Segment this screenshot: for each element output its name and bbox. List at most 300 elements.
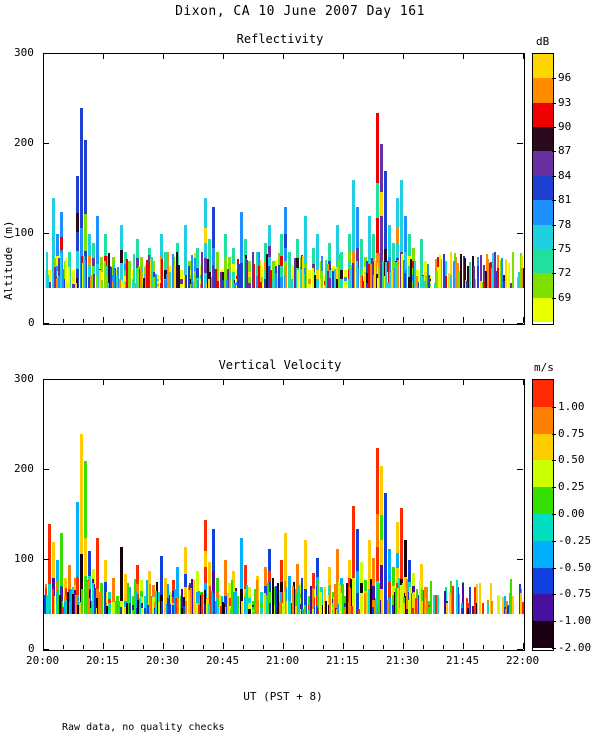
- colorbar-tick-label: 78: [558, 217, 572, 231]
- data-segment: [312, 248, 315, 256]
- data-segment: [216, 578, 219, 585]
- clutter-pixel: [428, 275, 430, 288]
- data-segment: [180, 284, 183, 289]
- data-segment: [68, 252, 71, 261]
- colorbar-vertical-velocity: [532, 379, 554, 651]
- data-segment: [84, 461, 87, 499]
- clutter-pixel: [246, 260, 248, 288]
- clutter-pixel: [87, 581, 89, 614]
- clutter-pixel: [169, 272, 171, 288]
- clutter-pixel: [64, 602, 66, 614]
- x-minor-tick: [363, 319, 364, 323]
- data-segment: [96, 240, 99, 264]
- data-segment: [184, 574, 187, 588]
- clutter-pixel: [68, 267, 70, 288]
- data-segment: [204, 551, 207, 567]
- clutter-pixel: [46, 595, 48, 614]
- colorbar-segment: [533, 54, 553, 78]
- y-tick-right: [517, 323, 523, 324]
- data-segment: [204, 520, 207, 536]
- data-segment: [288, 252, 291, 264]
- clutter-pixel: [342, 584, 344, 614]
- data-segment: [348, 243, 351, 252]
- data-segment: [420, 239, 423, 251]
- data-segment: [48, 524, 51, 554]
- data-segment: [312, 256, 315, 264]
- colorbar-tick: [552, 594, 556, 595]
- colorbar-tick-label: 0.00: [558, 507, 585, 520]
- data-segment: [372, 558, 375, 572]
- data-segment: [92, 569, 95, 577]
- y-tick-right: [517, 233, 523, 234]
- clutter-pixel: [185, 275, 187, 288]
- y-tick: [43, 649, 49, 650]
- data-segment: [68, 565, 71, 577]
- x-minor-tick: [83, 645, 84, 649]
- data-segment: [196, 571, 199, 582]
- clutter-pixel: [477, 266, 479, 288]
- colorbar-tick-label: 96: [558, 71, 572, 85]
- x-tick: [403, 317, 404, 323]
- data-segment: [268, 549, 271, 560]
- data-segment: [412, 573, 415, 580]
- x-minor-tick: [503, 645, 504, 649]
- data-segment: [212, 227, 215, 247]
- clutter-pixel: [110, 267, 112, 288]
- data-segment: [396, 213, 399, 228]
- colorbar-tick: [552, 176, 556, 177]
- clutter-pixel: [414, 261, 416, 288]
- clutter-pixel: [501, 258, 503, 288]
- clutter-pixel: [521, 268, 523, 288]
- colorbar-segment: [533, 298, 553, 322]
- clutter-pixel: [522, 602, 524, 614]
- colorbar-tick-label: 75: [558, 241, 572, 255]
- x-minor-tick: [123, 645, 124, 649]
- clutter-pixel: [169, 604, 171, 614]
- colorbar-segment: [533, 541, 553, 568]
- clutter-pixel: [99, 270, 101, 288]
- colorbar-tick-label: 90: [558, 120, 572, 134]
- data-segment: [376, 481, 379, 514]
- clutter-pixel: [485, 271, 487, 288]
- clutter-pixel: [316, 607, 318, 614]
- data-segment: [404, 216, 407, 234]
- x-minor-tick: [423, 319, 424, 323]
- clutter-pixel: [467, 608, 469, 614]
- x-axis-label: UT (PST + 8): [243, 690, 323, 703]
- data-segment: [204, 535, 207, 551]
- colorbar-tick: [552, 487, 556, 488]
- clutter-pixel: [401, 254, 403, 288]
- data-segment: [316, 261, 319, 270]
- data-segment: [100, 257, 103, 265]
- x-minor-tick: [123, 319, 124, 323]
- x-tick-top: [283, 379, 284, 385]
- clutter-pixel: [126, 259, 128, 288]
- data-segment: [348, 252, 351, 261]
- data-segment: [216, 585, 219, 592]
- colorbar-segment: [533, 487, 553, 514]
- data-segment: [316, 234, 319, 243]
- colorbar-tick-label: 84: [558, 168, 572, 182]
- data-segment: [312, 573, 315, 581]
- data-segment: [368, 216, 371, 240]
- data-segment: [264, 243, 267, 252]
- data-segment: [208, 239, 211, 256]
- data-segment: [356, 207, 359, 227]
- clutter-pixel: [452, 586, 454, 614]
- data-segment: [360, 604, 363, 614]
- data-segment: [100, 583, 103, 591]
- y-tick-label: 300: [14, 372, 34, 385]
- data-segment: [412, 254, 415, 261]
- x-minor-tick: [243, 319, 244, 323]
- x-minor-tick: [383, 319, 384, 323]
- data-segment: [384, 171, 387, 210]
- clutter-pixel: [403, 603, 405, 614]
- data-segment: [244, 565, 247, 577]
- data-segment: [400, 216, 403, 252]
- data-segment: [148, 571, 151, 582]
- x-minor-tick: [323, 319, 324, 323]
- data-segment: [340, 279, 343, 288]
- x-tick-top: [343, 53, 344, 59]
- data-segment: [136, 248, 139, 258]
- x-tick: [43, 317, 44, 323]
- data-segment: [380, 144, 383, 168]
- x-tick: [463, 643, 464, 649]
- data-segment: [376, 547, 379, 580]
- clutter-pixel: [137, 272, 139, 288]
- data-segment: [56, 234, 59, 245]
- clutter-pixel: [321, 271, 323, 288]
- clutter-pixel: [234, 283, 236, 288]
- data-segment: [388, 582, 391, 598]
- clutter-pixel: [346, 583, 348, 614]
- clutter-pixel: [119, 279, 121, 288]
- data-segment: [80, 108, 83, 168]
- colorbar-segment: [533, 514, 553, 541]
- colorbar-segment: [533, 103, 553, 127]
- x-minor-tick: [243, 645, 244, 649]
- clutter-pixel: [387, 600, 389, 614]
- clutter-pixel: [445, 276, 447, 288]
- colorbar-segment: [533, 151, 553, 175]
- clutter-pixel: [220, 272, 222, 288]
- data-segment: [228, 257, 231, 265]
- plot-area-vertical-velocity: [43, 379, 525, 651]
- clutter-pixel: [62, 269, 64, 288]
- clutter-pixel: [278, 265, 280, 288]
- colorbar-tick-label: 0.25: [558, 480, 585, 494]
- y-tick-right: [517, 559, 523, 560]
- clutter-pixel: [52, 589, 54, 614]
- data-segment: [360, 258, 363, 268]
- data-segment: [60, 560, 63, 574]
- y-tick-label: 200: [14, 136, 34, 149]
- data-segment: [136, 239, 139, 249]
- data-segment: [196, 268, 199, 278]
- data-column: [76, 176, 79, 289]
- data-column: [384, 493, 387, 615]
- y-tick-label: 200: [14, 462, 34, 475]
- colorbar-tick: [552, 127, 556, 128]
- clutter-pixel: [370, 264, 372, 288]
- x-minor-tick: [443, 319, 444, 323]
- data-segment: [120, 263, 123, 276]
- data-segment: [104, 571, 107, 582]
- data-segment: [240, 212, 243, 238]
- x-tick-top: [403, 53, 404, 59]
- data-segment: [396, 198, 399, 213]
- data-segment: [316, 558, 319, 567]
- clutter-pixel: [272, 578, 274, 614]
- clutter-pixel: [245, 258, 247, 288]
- data-segment: [80, 494, 83, 554]
- clutter-pixel: [75, 283, 77, 288]
- data-segment: [404, 540, 407, 558]
- clutter-pixel: [266, 597, 268, 614]
- clutter-pixel: [334, 269, 336, 288]
- data-segment: [60, 237, 63, 250]
- colorbar-tick-label: -2.00: [558, 641, 592, 654]
- data-segment: [76, 558, 79, 577]
- data-segment: [184, 263, 187, 276]
- x-minor-tick: [303, 319, 304, 323]
- data-segment: [384, 493, 387, 534]
- clutter-pixel: [49, 609, 51, 614]
- data-segment: [280, 245, 283, 256]
- data-segment: [212, 550, 215, 571]
- colorbar-tick: [552, 407, 556, 408]
- clutter-pixel: [358, 609, 360, 614]
- clutter-pixel: [175, 598, 177, 614]
- colorbar-segment: [533, 249, 553, 273]
- data-segment: [304, 565, 307, 590]
- colorbar-tick: [552, 78, 556, 79]
- data-segment: [204, 228, 207, 243]
- data-segment: [232, 248, 235, 256]
- data-segment: [240, 563, 243, 589]
- data-segment: [404, 234, 407, 252]
- colorbar-tick-label: -0.25: [558, 533, 592, 547]
- clutter-pixel: [479, 583, 481, 614]
- colorbar-segment: [533, 594, 553, 621]
- clutter-pixel: [212, 265, 214, 288]
- clutter-pixel: [351, 606, 353, 614]
- x-tick-top: [463, 53, 464, 59]
- data-segment: [280, 571, 283, 582]
- data-segment: [240, 237, 243, 263]
- x-tick-top: [343, 379, 344, 385]
- data-segment: [160, 575, 163, 595]
- data-segment: [316, 252, 319, 261]
- data-segment: [176, 583, 179, 599]
- data-segment: [212, 529, 215, 550]
- colorbar-tick: [552, 151, 556, 152]
- data-segment: [356, 550, 359, 571]
- data-segment: [296, 248, 299, 258]
- x-tick-label: 21:15: [326, 654, 360, 667]
- data-column: [308, 270, 311, 288]
- clutter-pixel: [54, 267, 56, 288]
- x-minor-tick: [143, 319, 144, 323]
- data-segment: [288, 264, 291, 276]
- data-segment: [380, 192, 383, 216]
- data-segment: [284, 547, 287, 561]
- clutter-pixel: [461, 608, 463, 614]
- clutter-pixel: [433, 595, 435, 614]
- clutter-pixel: [223, 604, 225, 614]
- data-segment: [360, 583, 363, 593]
- clutter-pixel: [412, 608, 414, 614]
- colorbar-tick-label: -0.50: [558, 560, 592, 574]
- clutter-pixel: [211, 591, 213, 614]
- x-minor-tick: [503, 319, 504, 323]
- y-tick: [43, 323, 49, 324]
- clutter-pixel: [497, 595, 499, 614]
- clutter-pixel: [147, 265, 149, 288]
- colorbar-segment: [533, 273, 553, 297]
- x-tick-top: [523, 379, 524, 385]
- clutter-pixel: [366, 283, 368, 288]
- clutter-pixel: [270, 270, 272, 288]
- clutter-pixel: [502, 597, 504, 614]
- data-segment: [112, 578, 115, 590]
- clutter-pixel: [134, 579, 136, 614]
- x-minor-tick: [263, 319, 264, 323]
- data-segment: [420, 564, 423, 577]
- clutter-pixel: [252, 252, 254, 288]
- colorbar-segment: [533, 127, 553, 151]
- data-segment: [60, 212, 63, 225]
- x-minor-tick: [423, 645, 424, 649]
- data-segment: [240, 263, 243, 289]
- data-segment: [280, 234, 283, 245]
- data-segment: [92, 258, 95, 266]
- footer-note: Raw data, no quality checks: [62, 722, 225, 733]
- clutter-pixel: [122, 281, 124, 288]
- clutter-pixel: [99, 592, 101, 614]
- clutter-pixel: [320, 592, 322, 614]
- y-tick: [43, 559, 49, 560]
- colorbar-segment: [533, 434, 553, 461]
- data-segment: [376, 113, 379, 148]
- clutter-pixel: [194, 271, 196, 288]
- clutter-pixel: [455, 257, 457, 288]
- data-segment: [124, 574, 127, 581]
- clutter-pixel: [140, 267, 142, 288]
- data-segment: [212, 571, 215, 592]
- data-segment: [296, 574, 299, 584]
- clutter-pixel: [191, 255, 193, 288]
- data-segment: [232, 571, 235, 580]
- data-segment: [248, 283, 251, 288]
- data-segment: [204, 198, 207, 213]
- clutter-pixel: [116, 276, 118, 288]
- colorbar-tick-label: 0.50: [558, 453, 585, 467]
- clutter-pixel: [512, 252, 514, 288]
- clutter-pixel: [404, 273, 406, 288]
- data-segment: [308, 284, 311, 289]
- x-tick: [43, 643, 44, 649]
- x-minor-tick: [483, 319, 484, 323]
- data-segment: [96, 216, 99, 240]
- clutter-pixel: [92, 583, 94, 614]
- clutter-pixel: [387, 283, 389, 288]
- data-segment: [84, 214, 87, 251]
- clutter-pixel: [494, 252, 496, 288]
- data-segment: [408, 571, 411, 582]
- clutter-pixel: [327, 271, 329, 288]
- data-segment: [212, 207, 215, 227]
- data-segment: [284, 234, 287, 248]
- colorbar-segment: [533, 380, 553, 407]
- clutter-pixel: [443, 254, 445, 288]
- clutter-pixel: [356, 261, 358, 288]
- colorbar-segment: [533, 225, 553, 249]
- data-segment: [184, 547, 187, 561]
- data-segment: [76, 176, 79, 195]
- data-segment: [380, 466, 383, 491]
- data-segment: [196, 258, 199, 268]
- clutter-pixel: [215, 601, 217, 614]
- data-segment: [372, 234, 375, 248]
- data-segment: [136, 565, 139, 575]
- clutter-pixel: [151, 257, 153, 288]
- clutter-pixel: [483, 282, 485, 288]
- data-segment: [396, 537, 399, 552]
- data-segment: [268, 560, 271, 571]
- clutter-pixel: [377, 278, 379, 288]
- clutter-pixel: [79, 603, 81, 614]
- clutter-pixel: [65, 258, 67, 288]
- clutter-pixel: [241, 601, 243, 614]
- data-segment: [96, 563, 99, 589]
- clutter-pixel: [201, 252, 203, 288]
- clutter-pixel: [349, 269, 351, 288]
- data-segment: [60, 533, 63, 547]
- y-tick-label: 0: [28, 316, 35, 329]
- x-minor-tick: [63, 319, 64, 323]
- data-segment: [196, 248, 199, 258]
- data-segment: [352, 216, 355, 252]
- x-tick: [403, 643, 404, 649]
- data-column: [340, 252, 343, 288]
- colorbar-tick-label: 69: [558, 290, 572, 304]
- data-segment: [184, 225, 187, 238]
- data-column: [48, 524, 51, 614]
- y-tick-label: 100: [14, 226, 34, 239]
- data-segment: [344, 284, 347, 288]
- clutter-pixel: [395, 262, 397, 288]
- x-tick-top: [43, 379, 44, 385]
- data-column: [260, 592, 263, 615]
- x-tick: [103, 643, 104, 649]
- data-segment: [204, 567, 207, 583]
- clutter-pixel: [456, 580, 458, 614]
- clutter-pixel: [352, 263, 354, 288]
- clutter-pixel: [204, 604, 206, 614]
- clutter-pixel: [190, 588, 192, 614]
- clutter-pixel: [338, 260, 340, 288]
- clutter-pixel: [372, 607, 374, 614]
- data-segment: [348, 560, 351, 569]
- data-segment: [340, 261, 343, 270]
- data-segment: [360, 239, 363, 249]
- data-column: [240, 212, 243, 289]
